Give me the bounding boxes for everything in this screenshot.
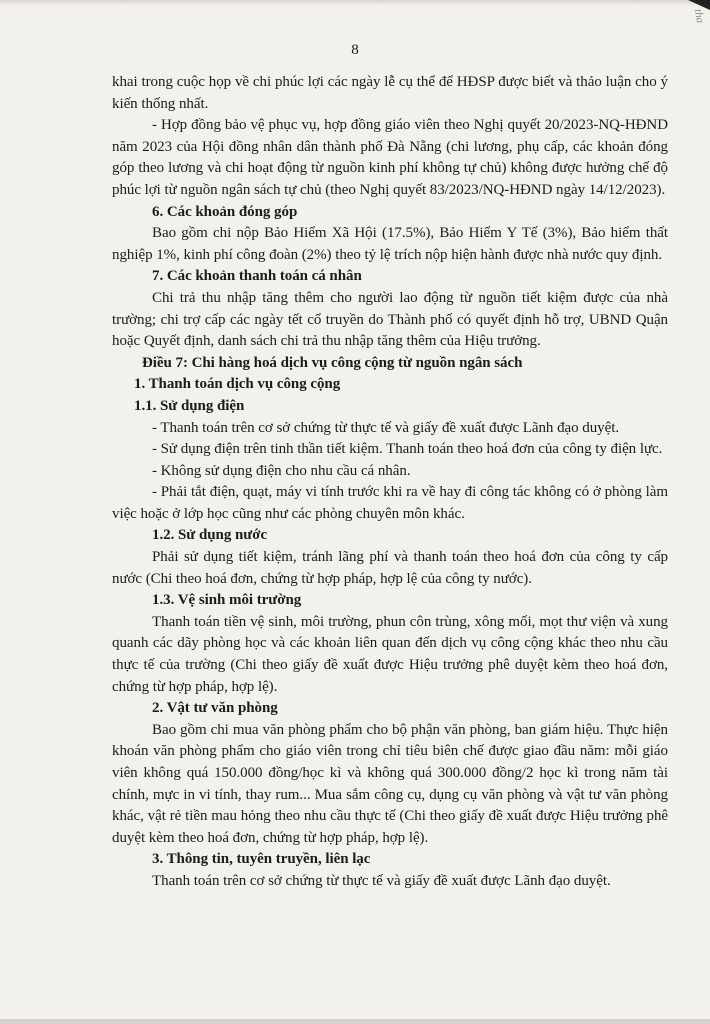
section-heading: 3. Thông tin, tuyên truyền, liên lạc (152, 851, 371, 868)
paragraph: - Sử dụng điện trên tinh thần tiết kiệm. Thanh toán theo hoá đơn của công ty điện lực. (152, 441, 663, 458)
paragraph: Bao gồm chi mua văn phòng phẩm cho bộ phận văn phòng, ban giám hiệu. Thực hiện khoán văn phòng phẩm cho giáo viên trong chỉ tiêu biên chế được giao đầu năm: mỗi giáo viên không quá 150.000 đồng/học kì và không quá 300.000 đồng/2 học kì trong năm tài chính, mực in vi tính, thay rum... Mua sắm công cụ, dụng cụ văn phòng và vật tư văn phòng khác, vật rẻ tiền mau hỏng theo nhu cầu thực tế (Chi theo giấy đề xuất được Hiệu trưởng phê duyệt kèm theo hoá đơn, chứng từ hợp pháp, hợp lệ). (112, 721, 668, 846)
section-heading: 6. Các khoản đóng góp (152, 203, 298, 220)
paragraph: - Phải tắt điện, quạt, máy vi tính trước khi ra về hay đi công tác không có ở phòng làm việc hoặc ở lớp học cũng như các phòng chuyên môn khác. (112, 484, 668, 522)
document-body (112, 72, 668, 893)
paragraph: khai trong cuộc họp về chi phúc lợi các ngày lễ cụ thể để HĐSP được biết và thảo luận cho ý kiến thống nhất. (112, 74, 668, 112)
subsection-heading: 1.1. Sử dụng điện (134, 397, 245, 414)
paragraph: - Không sử dụng điện cho nhu cầu cá nhân. (152, 462, 411, 479)
paragraph: Thanh toán tiền vệ sinh, môi trường, phun côn trùng, xông mối, mọt thư viện và xung quanh các dãy phòng học và các khoản liên quan đến dịch vụ công cộng khác theo nhu cầu thực tế của trường (Chi theo giấy đề xuất được Hiệu trưởng phê duyệt kèm theo hoá đơn, chứng từ hợp pháp, hợp lệ). (112, 613, 668, 695)
page-top-edge (0, 0, 710, 6)
paragraph: - Hợp đồng bảo vệ phục vụ, hợp đồng giáo viên theo Nghị quyết 20/2023-NQ-HĐND năm 2023 của Hội đồng nhân dân thành phố Đà Nẵng (chi lương, phụ cấp, các khoản đóng góp theo lương và chi hoạt động từ nguồn kinh phí không tự chủ) không được hưởng chế độ phúc lợi từ nguồn ngân sách tự chủ (theo Nghị quyết 83/2023/NQ-HĐND ngày 14/12/2023). (112, 117, 668, 198)
subsection-heading: 1. Thanh toán dịch vụ công cộng (134, 376, 341, 393)
section-heading: 2. Vật tư văn phòng (152, 700, 278, 717)
paragraph: Thanh toán trên cơ sở chứng từ thực tế và giấy đề xuất được Lãnh đạo duyệt. (152, 872, 611, 889)
page-number: 8 (351, 42, 359, 58)
subsection-heading: 1.3. Vệ sinh môi trường (152, 592, 302, 609)
side-handwritten-note: tha (691, 8, 706, 25)
page-bottom-edge (0, 1019, 710, 1024)
paragraph: Bao gồm chi nộp Bảo Hiểm Xã Hội (17.5%), Bảo Hiểm Y Tế (3%), Bảo hiểm thất nghiệp 1%, kinh phí công đoàn (2%) theo tỷ lệ trích nộp hiện hành được nhà nước quy định. (112, 225, 668, 263)
paragraph: - Thanh toán trên cơ sở chứng từ thực tế và giấy đề xuất được Lãnh đạo duyệt. (152, 419, 620, 436)
paragraph: Phải sử dụng tiết kiệm, tránh lãng phí và thanh toán theo hoá đơn của công ty cấp nước (Chi theo hoá đơn, chứng từ hợp pháp, hợp lệ của công ty nước). (112, 549, 668, 587)
subsection-heading: 1.2. Sử dụng nước (152, 527, 268, 544)
paragraph: Chi trả thu nhập tăng thêm cho người lao động từ nguồn tiết kiệm được của nhà trường; chi trợ cấp các ngày tết cổ truyền do Thành phố có quyết định hỗ trợ, UBND Quận hoặc Quyết định, danh sách chi trả thu nhập tăng thêm của Hiệu trưởng. (112, 289, 668, 350)
article-heading: Điều 7: Chi hàng hoá dịch vụ công cộng từ nguồn ngân sách (142, 354, 523, 371)
section-heading: 7. Các khoản thanh toán cá nhân (152, 268, 362, 285)
